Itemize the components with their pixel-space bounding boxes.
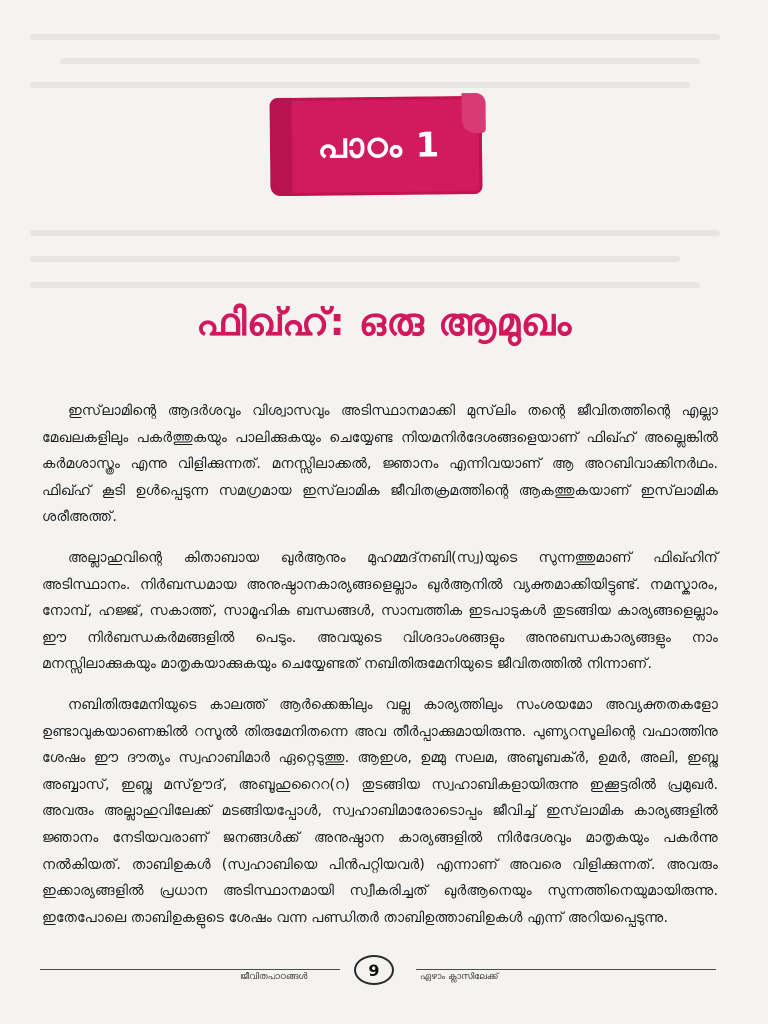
footer-divider bbox=[416, 969, 716, 970]
chapter-label: പാഠം 1 bbox=[317, 125, 441, 167]
chapter-title: ഫിഖ്ഹ്: ഒരു ആമുഖം bbox=[196, 300, 572, 344]
page-number: 9 bbox=[354, 955, 394, 985]
chapter-banner bbox=[275, 96, 482, 196]
show-through-line bbox=[30, 230, 720, 236]
show-through-line bbox=[30, 82, 690, 88]
page-footer bbox=[40, 955, 720, 991]
show-through-line bbox=[30, 256, 680, 262]
class-label: ഏഴാം ക്ലാസിലേക്ക് bbox=[420, 972, 499, 982]
book-title: ജീവിതപാഠങ്ങൾ bbox=[240, 972, 308, 982]
paragraph: നബിതിരുമേനിയുടെ കാലത്ത് ആർക്കെങ്കിലും വല്ല കാര്യത്തിലും സംശയമോ അവ്യക്തതകളോ ഉണ്ടാവുകയാണെങ്കിൽ റസൂൽ തിരുമേനിതന്നെ അവ തീർപ്പാക്കുമായിരുന്നു. പുണ്യറസൂലിന്റെ വഫാത്തിനു ശേഷം ഈ ദൗത്യം സ്വഹാബിമാർ ഏറ്റെടുത്തു. ആഇശ, ഉമ്മു സലമ, അബൂബക്ർ, ഉമർ, അലി, ഇബ്നു അബ്ബാസ്, ഇബ്നു മസ്ഊദ്, അബൂഹുറൈറ(റ) തുടങ്ങിയ സ്വഹാബികളായിരുന്നു ഇക്കൂട്ടരിൽ പ്രമുഖർ. അവരും അല്ലാഹുവിലേക്ക് മടങ്ങിയപ്പോൾ, സ്വഹാബിമാരോടൊപ്പം ജീവിച്ച് ഇസ്‌ലാമിക കാര്യങ്ങളിൽ ജ്ഞാനം നേടിയവരാണ് ജനങ്ങൾക്ക് അനുഷ്ഠാന കാര്യങ്ങളിൽ നിർദേശവും മാതൃകയും പകർന്നു നൽകിയത്. താബിഉകൾ (സ്വഹാബിയെ പിൻപറ്റിയവർ) എന്നാണ് അവരെ വിളിക്കുന്നത്. അവരും ഇക്കാര്യങ്ങളിൽ പ്രധാന അടിസ്ഥാനമായി സ്വീകരിച്ചത് ഖുർആനെയും സുന്നത്തിനെയുമായിരുന്നു. ഇതേപോലെ താബിഉകളുടെ ശേഷം വന്ന പണ്ഡിതർ താബിഉത്താബിഉകൾ എന്ന് അറിയപ്പെടുന്നു. bbox=[42, 696, 718, 926]
show-through-line bbox=[30, 34, 720, 40]
body-text bbox=[42, 398, 718, 945]
footer-divider bbox=[40, 969, 340, 970]
show-through-line bbox=[60, 58, 700, 64]
paragraph: ഇസ്‌ലാമിന്റെ ആദർശവും വിശ്വാസവും അടിസ്ഥാനമാക്കി മുസ്‌ലിം തന്റെ ജീവിതത്തിന്റെ എല്ലാ മേഖലകളിലും പകർത്തുകയും പാലിക്കുകയും ചെയ്യേണ്ട നിയമനിർദേശങ്ങളെയാണ് ഫിഖ്ഹ് അല്ലെങ്കിൽ കർമശാസ്ത്രം എന്നു വിളിക്കുന്നത്. മനസ്സിലാക്കൽ, ജ്ഞാനം എന്നിവയാണ് ആ അറബിവാക്കിനർഥം. ഫിഖ്ഹ് കൂടി ഉൾപ്പെടുന്ന സമഗ്രമായ ഇസ്‌ലാമിക ജീവിതക്രമത്തിന്റെ ആകത്തുകയാണ് ഇസ്‌ലാമിക ശരീഅത്ത്. bbox=[42, 403, 718, 526]
show-through-line bbox=[30, 282, 700, 288]
paragraph: അല്ലാഹുവിന്റെ കിതാബായ ഖുർആനും മുഹമ്മദ്‌നബി(സ്വ)യുടെ സുന്നത്തുമാണ് ഫിഖ്ഹിന് അടിസ്ഥാനം. നിർബന്ധമായ അനുഷ്ഠാനകാര്യങ്ങളെല്ലാം ഖുർആനിൽ വ്യക്തമാക്കിയിട്ടുണ്ട്. നമസ്കാരം, നോമ്പ്, ഹജ്ജ്, സകാത്ത്, സാമൂഹിക ബന്ധങ്ങൾ, സാമ്പത്തിക ഇടപാടുകൾ തുടങ്ങിയ കാര്യങ്ങളെല്ലാം ഈ നിർബന്ധകർമങ്ങളിൽ പെടും. അവയുടെ വിശദാംശങ്ങളും അനുബന്ധകാര്യങ്ങളും നാം മനസ്സിലാക്കുകയും മാതൃകയാക്കുകയും ചെയ്യേണ്ടത് നബിതിരുമേനിയുടെ ജീവിതത്തിൽ നിന്നാണ്. bbox=[42, 549, 718, 673]
